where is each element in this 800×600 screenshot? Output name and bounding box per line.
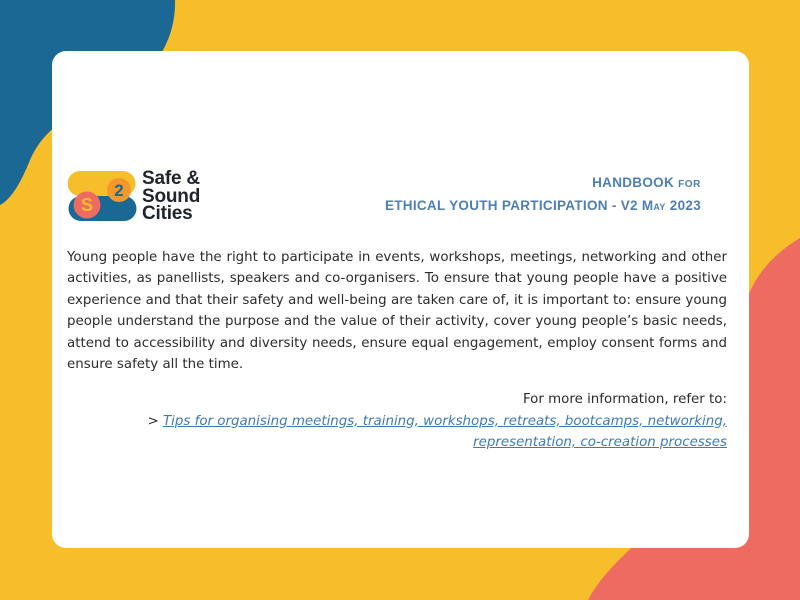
more-info-link-line-1	[147, 411, 727, 433]
more-info-label: For more information, refer to:	[522, 392, 727, 407]
handbook-main-title: ETHICAL YOUTH PARTICIPATION - V2	[384, 198, 638, 213]
more-info-link-line-2	[147, 432, 727, 454]
logo-2-glyph: 2	[114, 181, 124, 200]
for-word: FOR	[678, 179, 701, 190]
logo-line-1: Safe &	[142, 168, 200, 189]
handbook-year: 2023	[669, 198, 701, 213]
logo-line-3: Cities	[142, 203, 193, 224]
handbook-month: May	[641, 198, 666, 213]
more-info-block	[147, 389, 727, 454]
tips-link[interactable]: Tips for organising meetings, training, workshops, retreats, bootcamps, networking,	[162, 413, 727, 429]
logo-mark-icon	[68, 169, 140, 229]
logo-line-2: Sound	[142, 185, 201, 207]
logo-wordmark	[142, 170, 200, 223]
handbook-title	[385, 172, 701, 216]
arrow-marker: >	[147, 413, 159, 429]
handbook-word: HANDBOOK	[592, 175, 675, 190]
content-card	[52, 51, 749, 548]
tips-link-continued[interactable]: representation, co-creation processes	[473, 435, 727, 450]
handbook-title-line-2	[385, 195, 701, 216]
logo-s-glyph: S	[80, 195, 94, 215]
handbook-title-line-1	[385, 172, 701, 195]
body-paragraph: Young people have the right to participate in events, workshops, meetings, networking and other activities, as panellists, speakers and co-organisers. To ensure that young people have a positive experience and that their safety and well-being are taken care of, it is important to: ensure young people understand the purpose and the value of their activity, cover young people’s basic needs, attend to accessibility and diversity needs, ensure equal engagement, employ consent forms and ensure safety all the time.	[67, 250, 727, 373]
safe-sound-cities-logo	[68, 169, 218, 229]
